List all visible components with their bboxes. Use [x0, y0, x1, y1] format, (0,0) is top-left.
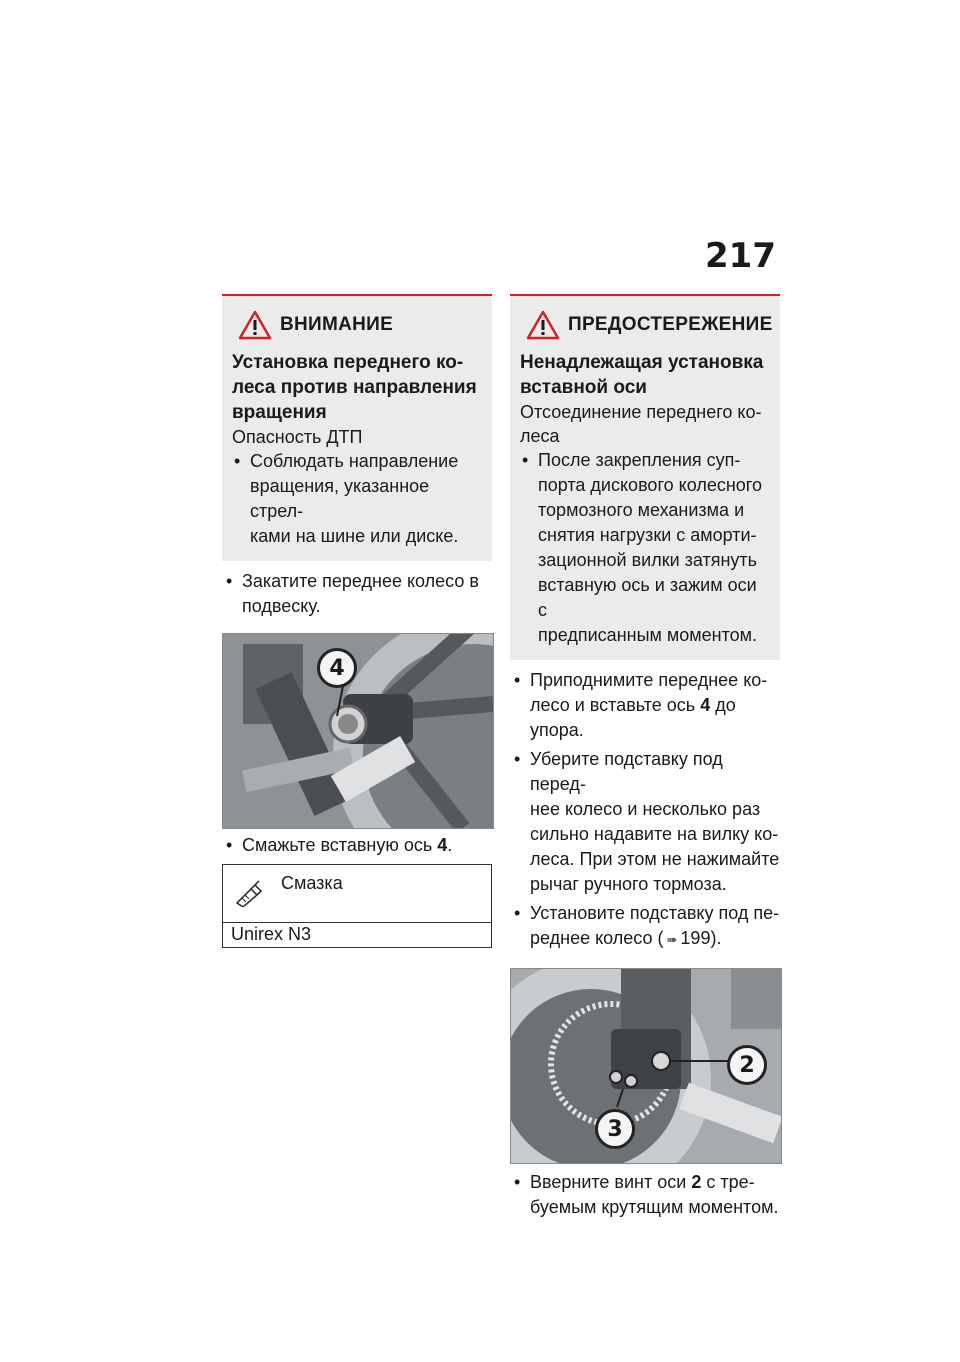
- caution-box: [510, 294, 780, 660]
- warning-heading-line: вращения: [232, 402, 327, 423]
- caution-heading-line: Ненадлежащая установка: [520, 352, 764, 373]
- instruction-step: • Уберите подставку под перед- нее колесо и несколько раз сильно надавите на вилку ко- леса. При этом не нажимайте рычаг ручного тормоза.: [510, 747, 780, 897]
- instruction-step: • Закатите переднее колесо в подвеску.: [222, 569, 492, 619]
- warning-bullet: • Соблюдать направление вращения, указанное стрел- ками на шине или диске.: [232, 449, 482, 549]
- lubricant-label: Смазка: [281, 873, 343, 893]
- warning-heading-line: Установка переднего ко-: [232, 352, 464, 373]
- lubricant-value: Unirex N3: [231, 924, 312, 944]
- grease-tube-icon: [233, 877, 263, 907]
- warning-box: [222, 294, 492, 561]
- instruction-step: • Вверните винт оси 2 с тре- буемым крутящим моментом.: [510, 1170, 780, 1220]
- axle-photo: [222, 633, 494, 829]
- instruction-step: • Установите подставку под пе- реднее колесо ( ➠ 199).: [510, 901, 780, 952]
- warning-triangle-icon: [238, 310, 272, 340]
- callout-2: 2: [727, 1045, 767, 1085]
- warning-danger: Опасность ДТП: [232, 427, 363, 447]
- lubricant-table: [222, 864, 492, 948]
- warning-triangle-icon: [526, 310, 560, 340]
- caution-desc-line: леса: [520, 426, 560, 446]
- instruction-step: • Приподнимите переднее ко- лесо и вставьте ось 4 до упора.: [510, 668, 780, 743]
- warning-title: ВНИМАНИЕ: [280, 314, 394, 335]
- warning-heading-line: леса против направления: [232, 377, 477, 398]
- page-ref-link[interactable]: 199: [680, 928, 711, 948]
- caution-title: ПРЕДОСТЕРЕЖЕНИЕ: [568, 314, 773, 335]
- axle-bolt-photo: [510, 968, 782, 1164]
- page-number: 217: [705, 236, 776, 276]
- page-ref-arrow-icon: ➠: [666, 932, 678, 947]
- caution-bullet: • После закрепления суп- порта дискового колесного тормозного механизма и снятия нагрузки с аморти- зационной вилки затянуть вставную ось и зажим оси с предписанным моментом.: [520, 448, 770, 648]
- axle-illustration: [223, 634, 493, 828]
- right-column: [510, 294, 780, 1220]
- callout-3: 3: [595, 1109, 635, 1149]
- caution-heading-line: вставной оси: [520, 377, 647, 398]
- instruction-step: • Смажьте вставную ось 4.: [222, 833, 492, 858]
- callout-4: 4: [317, 648, 357, 688]
- caution-desc-line: Отсоединение переднего ко-: [520, 402, 762, 422]
- left-column: [222, 294, 492, 948]
